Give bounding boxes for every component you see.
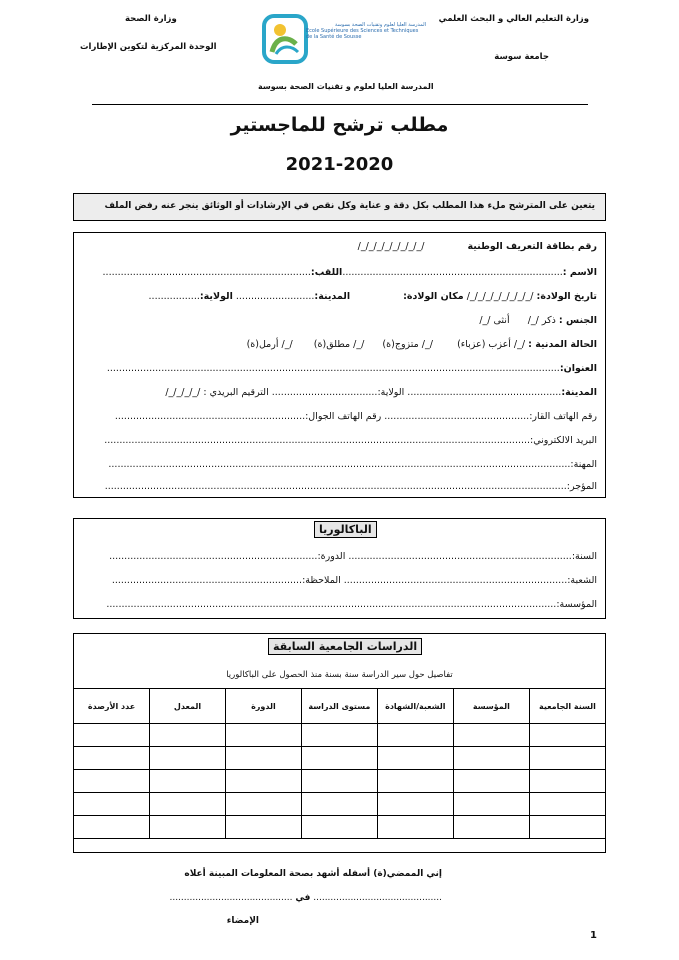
table-row [74, 793, 606, 816]
birth-date-slots[interactable]: /_/_/_/_/_/_/_/_/ [466, 291, 534, 302]
table-cell[interactable] [529, 747, 605, 770]
state-field[interactable]: ................................... [271, 387, 378, 398]
gender-row [479, 315, 597, 326]
state-label: الولاية: [377, 387, 405, 398]
studies-table [73, 688, 606, 839]
table-cell[interactable] [150, 793, 226, 816]
table-cell[interactable] [301, 747, 377, 770]
notice-box [73, 193, 606, 221]
mobile-field[interactable]: ............................................................... [114, 411, 306, 422]
bac-institution-field[interactable]: ..................................................................................................................................................... [106, 599, 557, 610]
table-cell[interactable] [529, 770, 605, 793]
civil-status-row [247, 339, 597, 350]
profession-label: المهنة: [570, 459, 597, 470]
gender-label: الجنس : [558, 315, 597, 326]
table-cell[interactable] [301, 793, 377, 816]
table-cell[interactable] [150, 724, 226, 747]
bac-session-field[interactable]: ..................................................................... [109, 551, 318, 562]
birth-row [149, 291, 597, 302]
table-row [74, 747, 606, 770]
bac-remark-label: الملاحظة: [302, 575, 341, 586]
bac-institution-label: المؤسسة: [556, 599, 597, 610]
page-number: 1 [590, 930, 597, 941]
academic-year: 2021-2020 [285, 154, 394, 175]
declaration-date-field[interactable]: ........................................... [169, 893, 293, 903]
surname-field[interactable]: ..................................................................... [102, 267, 311, 278]
address-row [107, 363, 597, 374]
table-cell[interactable] [150, 816, 226, 839]
email-label: البريد الالكتروني: [530, 435, 597, 446]
declaration-statement: إني الممضي(ة) أسفله أشهد بصحة المعلومات المبينة أعلاه [184, 869, 442, 879]
table-cell[interactable] [377, 747, 453, 770]
city-row [165, 387, 597, 398]
table-cell[interactable] [150, 770, 226, 793]
profession-field[interactable]: ......................................................................................................................................................... [108, 459, 571, 470]
table-cell[interactable] [377, 793, 453, 816]
table-cell[interactable] [529, 724, 605, 747]
declaration-in-label: في [295, 893, 311, 903]
table-cell[interactable] [301, 770, 377, 793]
employer-field[interactable]: ......................................................................................................................................................... [104, 481, 567, 492]
address-label: العنوان: [559, 363, 597, 374]
table-cell[interactable] [150, 747, 226, 770]
landline-label: رقم الهاتف القار: [529, 411, 597, 422]
table-cell[interactable] [74, 770, 150, 793]
table-cell[interactable] [453, 770, 529, 793]
id-card-row [358, 241, 597, 252]
birth-state-label: الولاية: [199, 291, 233, 302]
birth-place-label: مكان الولادة: [403, 291, 464, 302]
postal-code-slots[interactable]: /_/_/_/_/ [165, 387, 201, 398]
col-average: المعدل [150, 689, 226, 724]
name-row [103, 267, 597, 278]
birth-state-field[interactable]: ................. [148, 291, 200, 302]
studies-heading: الدراسات الجامعية السابقة [268, 638, 422, 655]
col-branch-degree: الشعبة/الشهادة [377, 689, 453, 724]
table-cell[interactable] [453, 747, 529, 770]
mobile-label: رقم الهاتف الجوال: [305, 411, 382, 422]
table-cell[interactable] [74, 747, 150, 770]
id-card-slots[interactable]: /_/_/_/_/_/_/_/_/ [357, 241, 425, 252]
bac-year-label: السنة: [571, 551, 597, 562]
phone-row [115, 411, 597, 422]
notice-text: يتعين على المترشح ملء هذا المطلب بكل دقة و عناية وكل نقص في الإرشادات أو الوثائق ينجر عنه رفض الملف [104, 201, 595, 211]
surname-label: اللقب: [310, 267, 343, 278]
table-cell[interactable] [74, 816, 150, 839]
ministry-health: وزارة الصحة [125, 14, 177, 24]
col-academic-year: السنة الجامعية [529, 689, 605, 724]
bac-box [73, 518, 606, 619]
page-title: مطلب ترشح للماجستير [230, 114, 449, 136]
birth-city-field[interactable]: .......................... [235, 291, 315, 302]
employer-label: المؤجر: [566, 481, 597, 492]
email-row [104, 435, 597, 446]
civil-status-options[interactable]: /_/ أعزب (عزباء) /_/ متزوج(ة) /_/ مطلق(ة) /_/ أرمل(ة) [246, 339, 526, 350]
bac-institution-row [106, 599, 597, 610]
address-field[interactable]: ...................................................................................................................................................... [106, 363, 560, 374]
table-cell[interactable] [529, 816, 605, 839]
header-divider [92, 104, 588, 105]
city-label: المدينة: [561, 387, 597, 398]
birth-city-label: المدينة: [314, 291, 351, 302]
table-cell[interactable] [453, 793, 529, 816]
name-field[interactable]: ......................................................................... [342, 267, 563, 278]
bac-remark-field[interactable]: ............................................................... [111, 575, 303, 586]
table-cell[interactable] [453, 816, 529, 839]
table-cell[interactable] [74, 724, 150, 747]
col-session: الدورة [225, 689, 301, 724]
bac-branch-field[interactable]: .......................................................................... [343, 575, 568, 586]
table-row [74, 770, 606, 793]
bac-branch-row [112, 575, 597, 586]
profession-row [108, 459, 597, 470]
city-field[interactable]: ................................................... [407, 387, 562, 398]
table-cell[interactable] [225, 770, 301, 793]
declaration-place-row [169, 893, 442, 903]
bac-session-label: الدورة: [317, 551, 346, 562]
table-cell[interactable] [225, 747, 301, 770]
university-name: جامعة سوسة [494, 52, 549, 62]
civil-status-label: الحالة المدنية : [528, 339, 597, 350]
bac-year-field[interactable]: .......................................................................... [348, 551, 572, 562]
landline-field[interactable]: ................................................ [384, 411, 530, 422]
ministry-higher-ed: وزارة التعليم العالي و البحث العلمي [438, 14, 589, 24]
table-cell[interactable] [301, 816, 377, 839]
employer-row [105, 481, 597, 492]
table-cell[interactable] [377, 770, 453, 793]
gender-options[interactable]: ذكر /_/ أنثى /_/ [479, 315, 556, 326]
email-field[interactable]: ............................................................................................................................................. [104, 435, 531, 446]
col-institution: المؤسسة [453, 689, 529, 724]
table-cell[interactable] [377, 724, 453, 747]
bac-year-row [109, 551, 597, 562]
table-cell[interactable] [301, 724, 377, 747]
table-row [74, 816, 606, 839]
logo-text [306, 22, 426, 40]
personal-info-box [73, 232, 606, 498]
id-card-label: رقم بطاقة التعريف الوطنية [467, 241, 597, 252]
table-cell[interactable] [74, 793, 150, 816]
bac-branch-label: الشعبة: [567, 575, 597, 586]
name-label: الاسم : [562, 267, 597, 278]
col-study-level: مستوى الدراسة [301, 689, 377, 724]
signature-label: الإمضاء [226, 916, 259, 926]
studies-subtitle: تفاصيل حول سير الدراسة سنة بسنة منذ الحصول على الباكالوريا [226, 670, 453, 680]
col-credits: عدد الأرصدة [74, 689, 150, 724]
birth-date-label: تاريخ الولادة: [536, 291, 597, 302]
logo-text-ar: المدرسة العليا لعلوم وتقنيات الصحة بسوسة [335, 22, 426, 28]
training-unit: الوحدة المركزية لتكوين الإطارات [80, 42, 217, 52]
bac-heading: الباكالوريا [314, 521, 377, 538]
table-cell[interactable] [225, 724, 301, 747]
table-cell[interactable] [225, 793, 301, 816]
school-name: المدرسة العليا لعلوم و تقنيات الصحة بسوسة [258, 82, 434, 91]
logo-emblem-icon [262, 14, 308, 64]
logo-text-fr: Ecole Supérieure des Sciences et Techniques de la Santé de Sousse [306, 28, 419, 40]
table-cell[interactable] [529, 793, 605, 816]
table-cell[interactable] [453, 724, 529, 747]
studies-header-row [74, 689, 606, 724]
postal-code-label: الترقيم البريدي : [203, 387, 269, 398]
table-row [74, 724, 606, 747]
declaration-place-field[interactable]: ............................................. [313, 893, 442, 903]
table-cell[interactable] [377, 816, 453, 839]
table-cell[interactable] [225, 816, 301, 839]
school-logo [262, 14, 427, 72]
